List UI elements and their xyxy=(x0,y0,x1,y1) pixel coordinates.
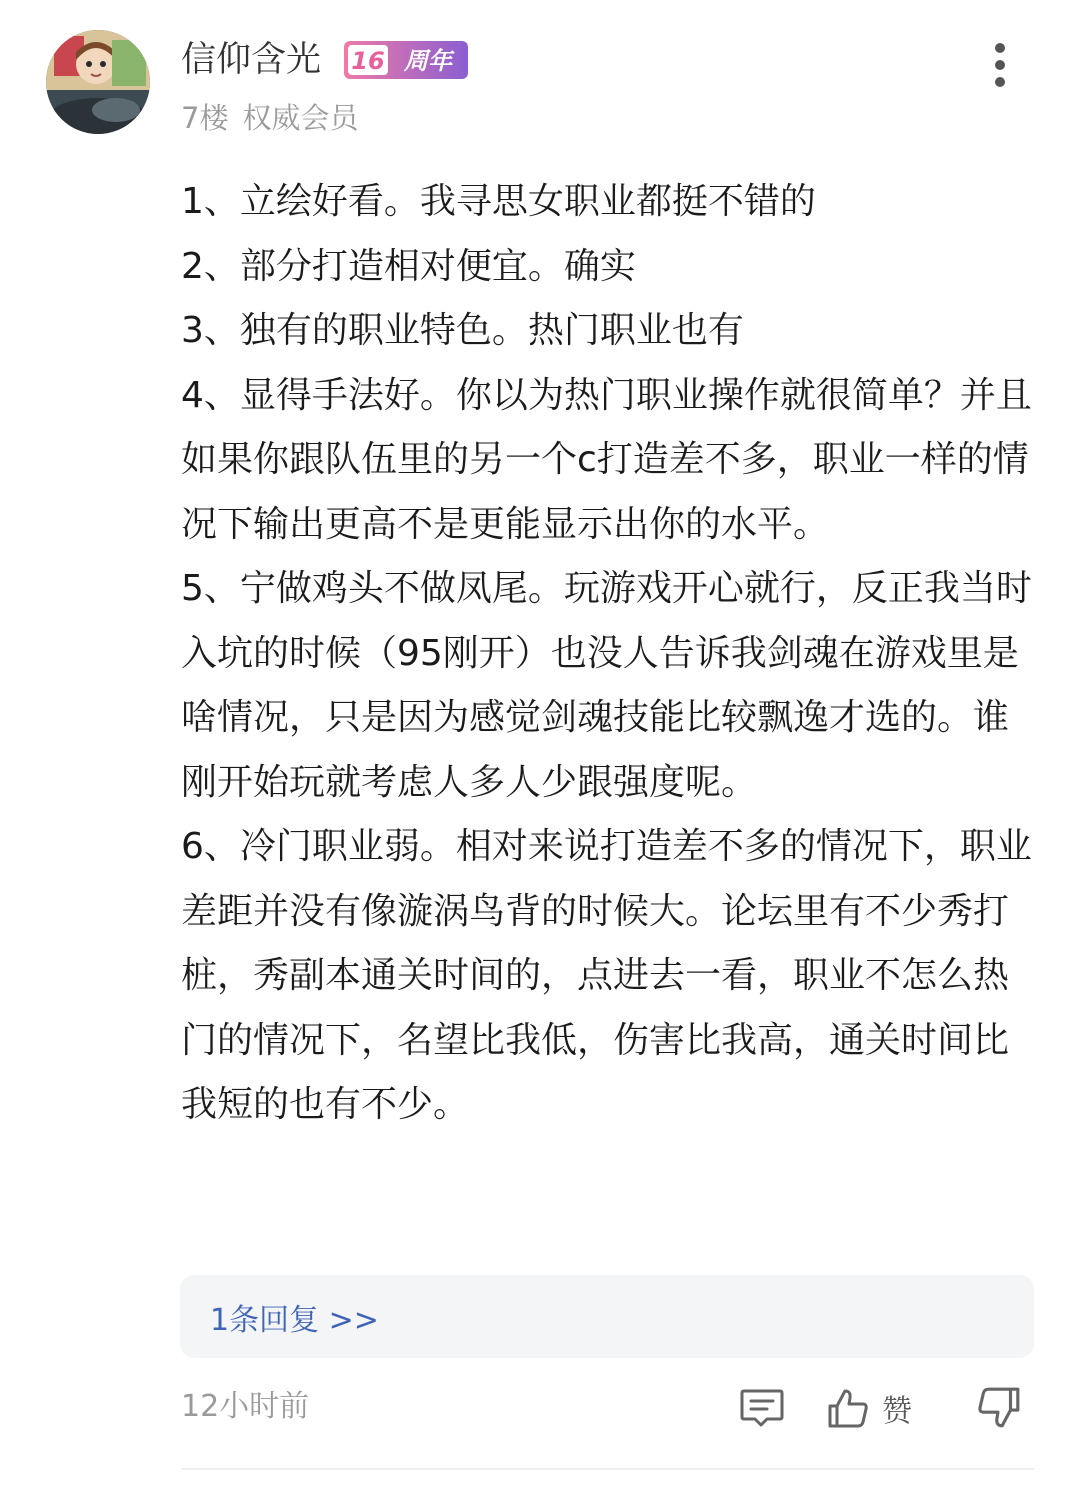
post-paragraph: 3、独有的职业特色。热门职业也有 xyxy=(181,310,744,351)
like-label: 赞 xyxy=(882,1394,912,1429)
post-time: 12小时前 xyxy=(181,1389,310,1424)
badge-text: 16 周年 xyxy=(351,47,452,75)
divider xyxy=(181,1468,1034,1470)
replies-panel[interactable] xyxy=(180,1275,1034,1358)
post-paragraph: 4、显得手法好。你以为热门职业操作就很简单？并且如果你跟队伍里的另一个c打造差不多，职业一样的情况下输出更高不是更能显示出你的水平。 xyxy=(181,374,1032,545)
floor-number: 7楼 xyxy=(181,101,229,135)
thumbs-up-icon xyxy=(826,1386,870,1430)
more-icon[interactable] xyxy=(978,40,1022,90)
anniversary-badge xyxy=(344,41,468,79)
post-meta xyxy=(181,98,358,138)
like-button[interactable] xyxy=(826,1382,912,1434)
post-content xyxy=(181,170,1041,1138)
avatar[interactable] xyxy=(46,30,150,134)
post-paragraph: 5、宁做鸡头不做凤尾。玩游戏开心就行，反正我当时入坑的时候（95刚开）也没人告诉我剑魂在游戏里是啥情况，只是因为感觉剑魂技能比较飘逸才选的。谁刚开始玩就考虑人多人少跟强度呢。 xyxy=(181,568,1032,803)
thumbs-down-icon[interactable] xyxy=(976,1385,1022,1431)
member-rank: 权威会员 xyxy=(242,101,359,135)
post-paragraph: 1、立绘好看。我寻思女职业都挺不错的 xyxy=(181,181,816,222)
comment-icon[interactable] xyxy=(739,1387,785,1429)
post-paragraph: 2、部分打造相对便宜。确实 xyxy=(181,245,636,287)
view-replies-link[interactable]: 1条回复 >> xyxy=(210,1302,379,1338)
username[interactable]: 信仰含光 xyxy=(181,40,322,80)
post-paragraph: 6、冷门职业弱。相对来说打造差不多的情况下，职业差距并没有像漩涡鸟背的时候大。论坛里有不少秀打桩，秀副本通关时间的，点进去一看，职业不怎么热门的情况下，名望比我低，伤害比我高，通关时间比我短的也有不少。 xyxy=(181,826,1032,1125)
